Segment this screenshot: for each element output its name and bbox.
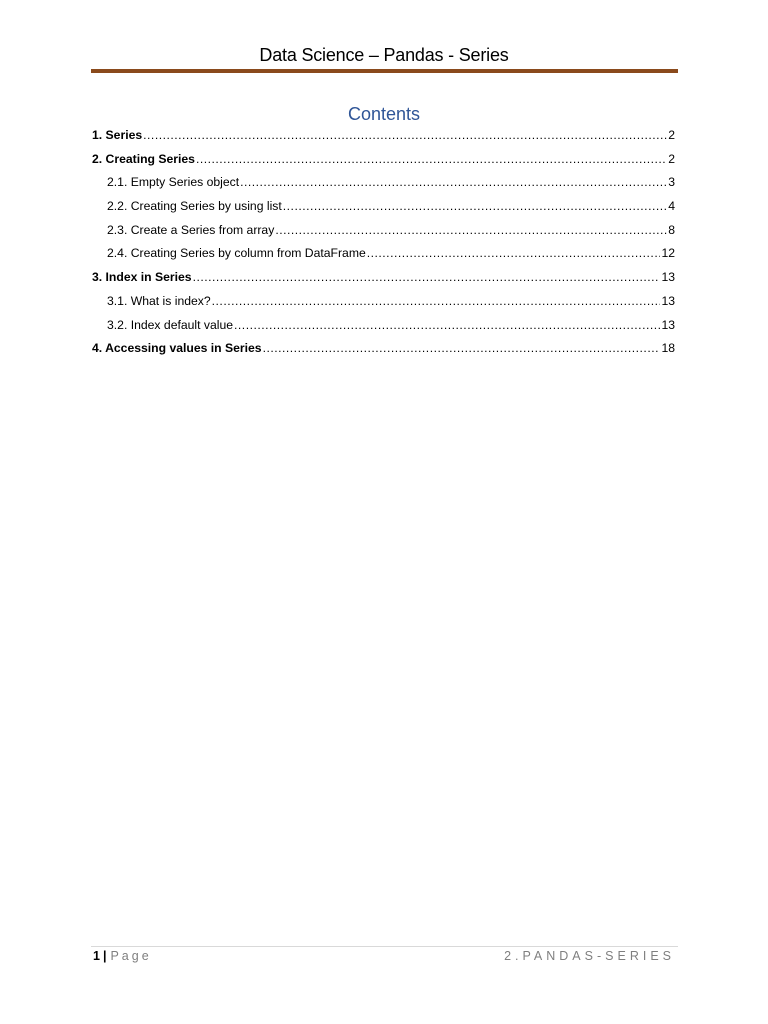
toc-entry-label: 1. Series: [92, 128, 143, 142]
toc-entry-label: 3.2. Index default value: [107, 317, 234, 332]
toc-leader: [367, 242, 661, 266]
footer-document-name: 2.PANDAS-SERIES: [504, 949, 675, 963]
toc-entry-label: 2. Creating Series: [92, 151, 195, 166]
toc-entry-page: 13: [661, 270, 675, 285]
toc-entry-page: 8: [668, 222, 675, 237]
toc-leader: [193, 266, 661, 290]
toc-entry-page: 2: [668, 128, 675, 142]
toc-entry-page: 12: [661, 246, 675, 261]
toc-entry-page: 2: [668, 151, 675, 166]
toc-entry-label: 3. Index in Series: [92, 270, 192, 285]
toc-entry-label: 2.2. Creating Series by using list: [107, 199, 282, 214]
toc-entry-label: 4. Accessing values in Series: [92, 341, 262, 356]
toc-entry-label: 3.1. What is index?: [107, 293, 211, 308]
toc-entry-page: 18: [661, 341, 675, 356]
footer-separator: |: [102, 949, 107, 963]
toc-entry-label: 2.1. Empty Series object: [107, 175, 240, 190]
toc-leader: [275, 219, 667, 243]
toc-entry-label: 2.3. Create a Series from array: [107, 222, 275, 237]
footer-page-number: 1: [93, 949, 100, 963]
toc-entry-series-from-dataframe[interactable]: [92, 242, 675, 266]
toc-leader: [283, 195, 667, 219]
toc-entry-page: 4: [668, 199, 675, 214]
toc-leader: [240, 171, 667, 195]
toc-entry-index-default-value[interactable]: [92, 314, 675, 338]
toc-entry-series-from-array[interactable]: [92, 219, 675, 243]
toc-entry-what-is-index[interactable]: [92, 290, 675, 314]
toc-entry-series[interactable]: [92, 124, 675, 148]
table-of-contents: [92, 124, 675, 361]
header-rule: [91, 69, 678, 73]
toc-entry-accessing-values[interactable]: [92, 337, 675, 361]
toc-entry-empty-series[interactable]: [92, 171, 675, 195]
toc-leader: [143, 124, 667, 148]
toc-entry-creating-series[interactable]: [92, 148, 675, 172]
footer-rule: [91, 946, 678, 947]
toc-leader: [196, 148, 667, 172]
toc-leader: [234, 314, 660, 338]
toc-leader: [263, 337, 661, 361]
page-header-title: Data Science – Pandas - Series: [259, 45, 509, 65]
footer-page-indicator: [93, 948, 152, 964]
toc-entry-page: 13: [661, 293, 675, 308]
toc-entry-label: 2.4. Creating Series by column from DataFrame: [107, 246, 366, 261]
toc-leader: [212, 290, 661, 314]
toc-entry-series-from-list[interactable]: [92, 195, 675, 219]
toc-entry-page: 3: [668, 175, 675, 190]
toc-entry-page: 13: [661, 317, 675, 332]
footer-page-label: Page: [110, 949, 152, 963]
toc-heading: Contents: [347, 104, 421, 124]
toc-entry-index-in-series[interactable]: [92, 266, 675, 290]
